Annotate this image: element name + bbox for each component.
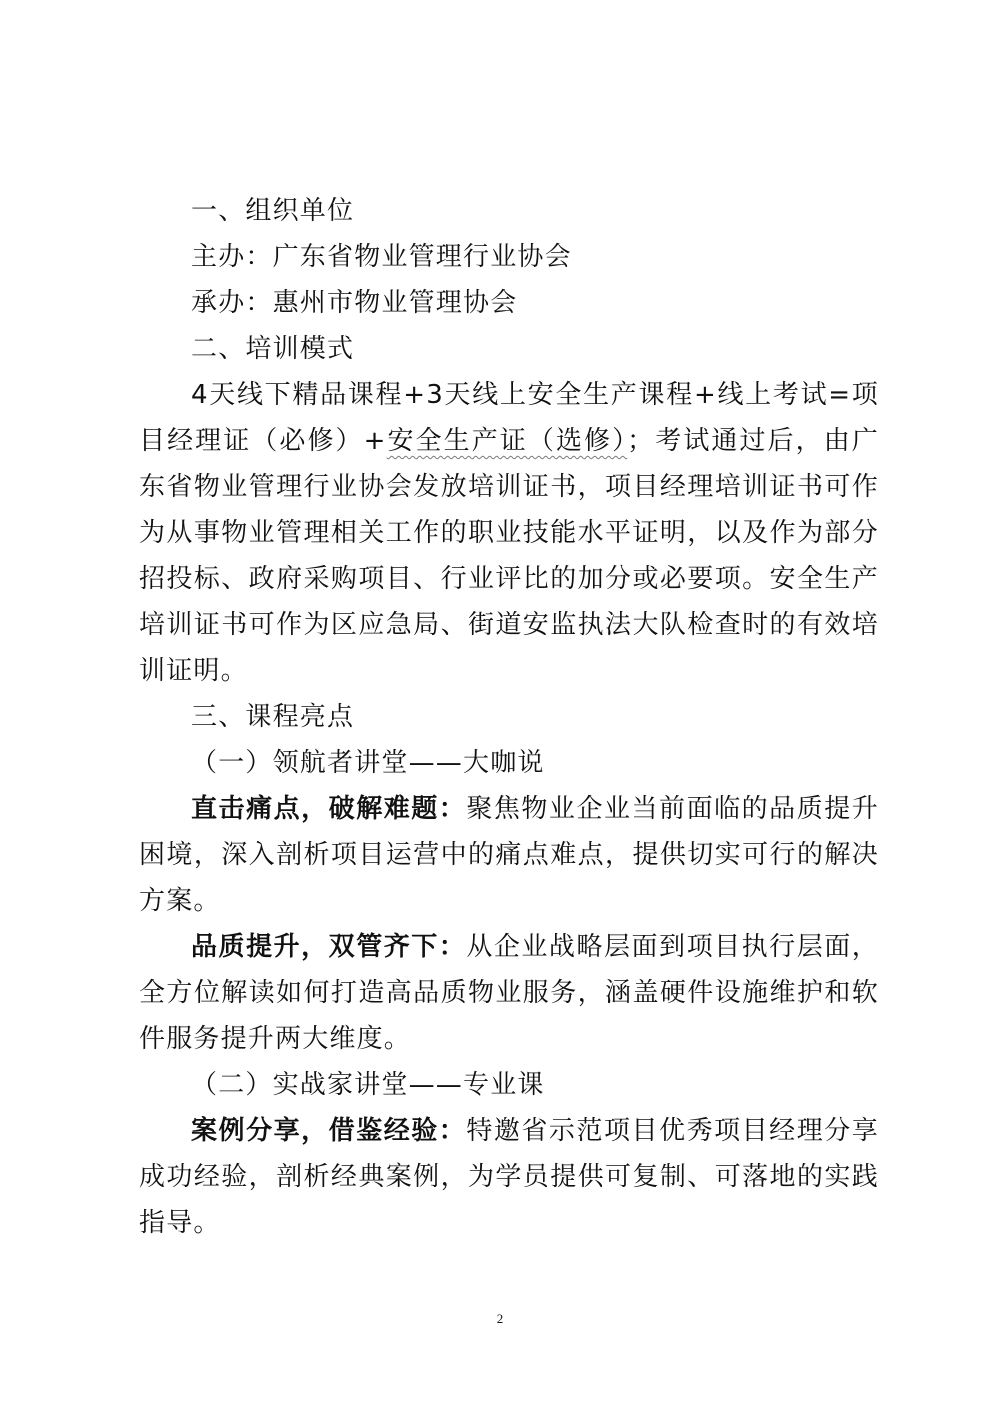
wavy-underlined-text: 安全生产证（选修）: [386, 426, 628, 456]
highlight-text-case-sharing: 特邀省示范项目优秀项目经理分享成功经验，剖析经典案例，为学员提供可复制、可落地的实践指导。: [139, 1116, 879, 1238]
highlight-paragraph-case-sharing: [139, 1108, 879, 1246]
co-organizer-line: 承办：惠州市物业管理协会: [191, 288, 518, 318]
subsection-heading-leaders-forum: （一）领航者讲堂——大咖说: [191, 748, 545, 778]
subsection-heading-practitioners-forum: （二）实战家讲堂——专业课: [191, 1070, 545, 1100]
training-mode-paragraph: [139, 372, 879, 694]
highlight-text-quality: 从企业战略层面到项目执行层面，全方位解读如何打造高品质物业服务，涵盖硬件设施维护和软件服务提升两大维度。: [139, 932, 879, 1054]
host-organization-line: 主办：广东省物业管理行业协会: [191, 242, 572, 272]
section-heading-organizers: 一、组织单位: [191, 196, 355, 226]
page-number: 2: [496, 1311, 504, 1326]
highlight-lead-quality: 品质提升，双管齐下：: [191, 932, 467, 962]
highlight-paragraph-quality: [139, 924, 879, 1062]
highlight-lead-pain-points: 直击痛点，破解难题：: [191, 794, 467, 824]
training-mode-text-part-1: 4天线下精品课程+3天线上安全生产课程+线上考试=项目经理证（必修）+: [139, 380, 879, 456]
highlight-paragraph-pain-points: [139, 786, 879, 924]
section-heading-course-highlights: 三、课程亮点: [191, 702, 355, 732]
document-body: [139, 188, 879, 1246]
training-mode-text-part-2: ；考试通过后，由广东省物业管理行业协会发放培训证书，项目经理培训证书可作为从事物业管理相关工作的职业技能水平证明，以及作为部分招投标、政府采购项目、行业评比的加分或必要项。安全生产培训证书可作为区应急局、街道安监执法大队检查时的有效培训证明。: [139, 426, 879, 686]
highlight-lead-case-sharing: 案例分享，借鉴经验：: [191, 1116, 467, 1146]
highlight-text-pain-points: 聚焦物业企业当前面临的品质提升困境，深入剖析项目运营中的痛点难点，提供切实可行的解决方案。: [139, 794, 879, 916]
section-heading-training-mode: 二、培训模式: [191, 334, 355, 364]
